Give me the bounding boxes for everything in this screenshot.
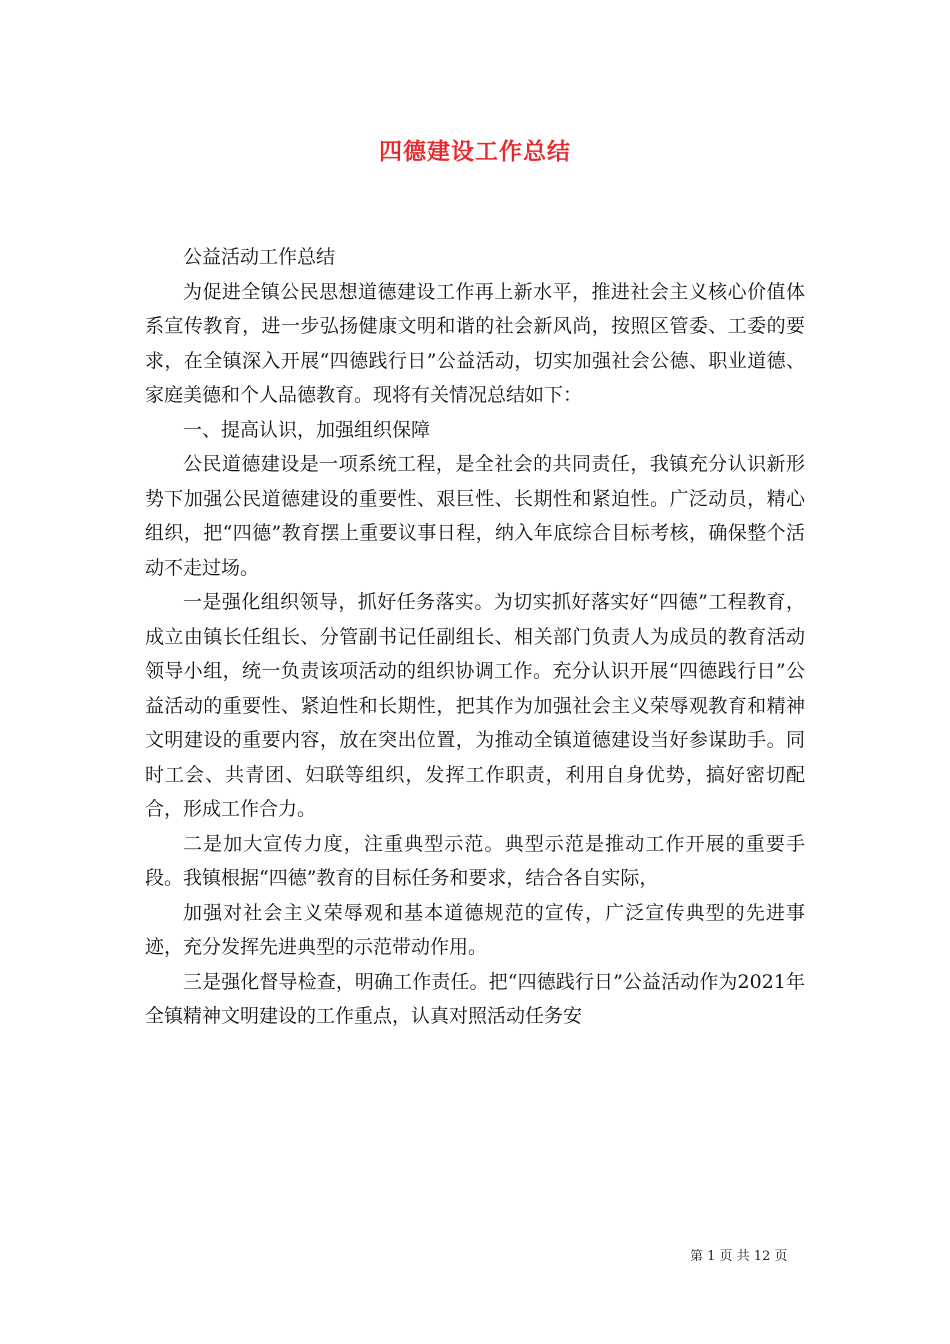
paragraph: 加强对社会主义荣辱观和基本道德规范的宣传，广泛宣传典型的先进事迹，充分发挥先进典型的示范带动作用。 — [145, 901, 805, 958]
paragraph: 一是强化组织领导，抓好任务落实。为切实抓好落实好“四德”工程教育，成立由镇长任组长、分管副书记任副组长、相关部门负责人为成员的教育活动领导小组，统一负责该项活动的组织协调工作。充分认识开展“四德践行日”公益活动的重要性、紧迫性和长期性，把其作为加强社会主义荣辱观教育和精神文明建设的重要内容，放在突出位置，为推动全镇道德建设当好参谋助手。同时工会、共青团、妇联等组织，发挥工作职责，利用自身优势，搞好密切配合，形成工作合力。 — [145, 591, 805, 820]
paragraph: 三是强化督导检查，明确工作责任。把“四德践行日”公益活动作为2021年全镇精神文明建设的工作重点，认真对照活动任务安 — [145, 970, 805, 1027]
document-title: 四德建设工作总结 — [379, 138, 571, 165]
paragraph: 公益活动工作总结 — [183, 246, 336, 268]
section-heading: 一、提高认识，加强组织保障 — [183, 418, 431, 441]
paragraph: 二是加大宣传力度，注重典型示范。典型示范是推动工作开展的重要手段。我镇根据“四德”教育的目标任务和要求，结合各自实际， — [145, 832, 805, 889]
document-body — [145, 240, 805, 1034]
paragraph: 为促进全镇公民思想道德建设工作再上新水平，推进社会主义核心价值体系宣传教育，进一步弘扬健康文明和谐的社会新风尚，按照区管委、工委的要求，在全镇深入开展“四德践行日”公益活动，切实加强社会公德、职业道德、家庭美德和个人品德教育。现将有关情况总结如下： — [145, 280, 805, 406]
paragraph: 公民道德建设是一项系统工程，是全社会的共同责任，我镇充分认识新形势下加强公民道德建设的重要性、艰巨性、长期性和紧迫性。广泛动员，精心组织，把“四德”教育摆上重要议事日程，纳入年底综合目标考核，确保整个活动不走过场。 — [145, 453, 805, 579]
page-indicator: 第 1 页 共 12 页 — [690, 1249, 788, 1264]
